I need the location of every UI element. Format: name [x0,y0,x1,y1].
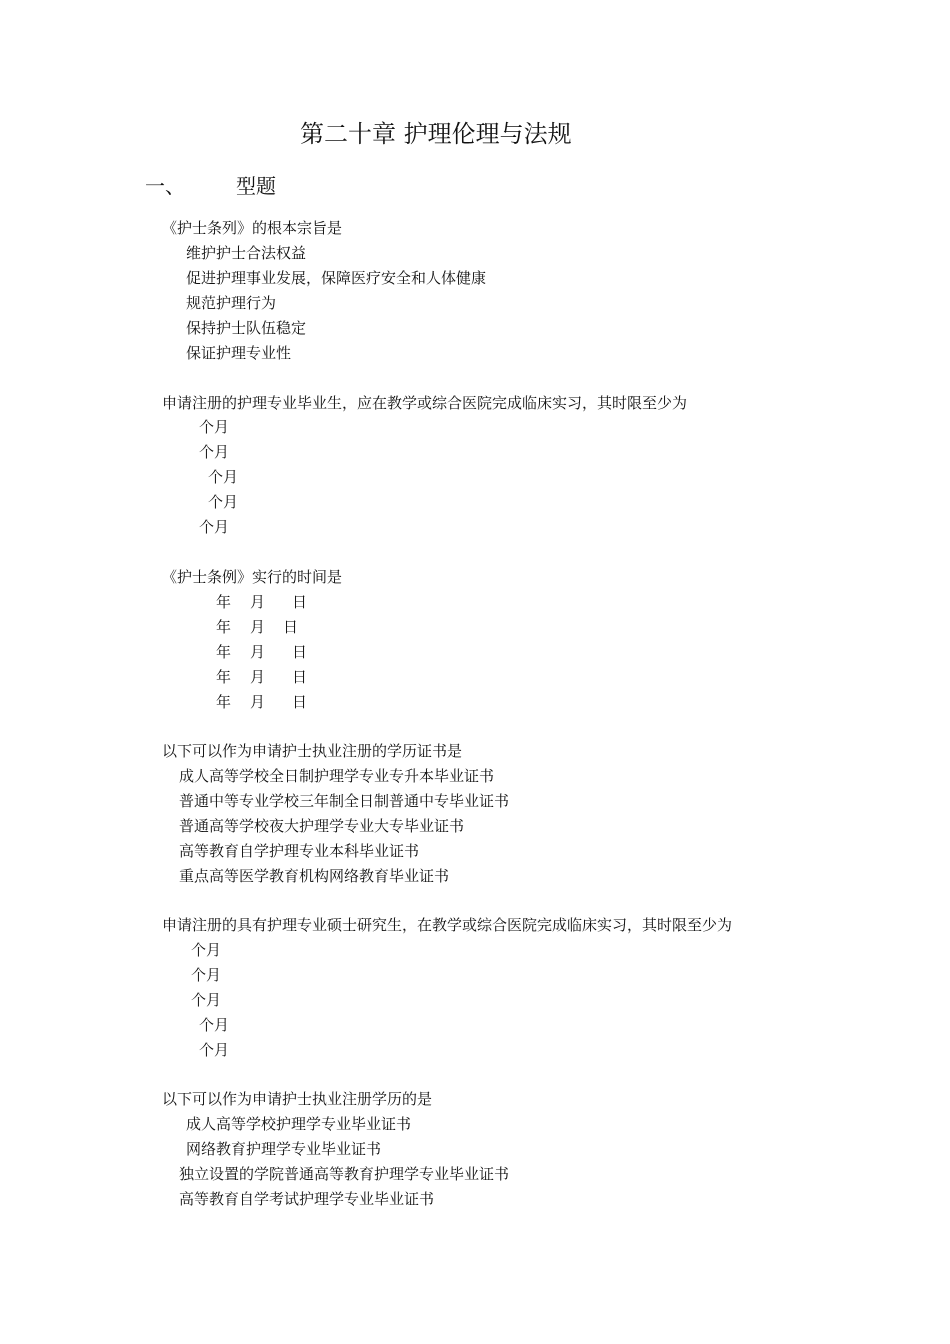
option: 成人高等学校全日制护理学专业专升本毕业证书 [179,767,495,785]
option: 个月 [199,518,230,536]
day-label: 日 [283,618,299,636]
option: 个月 [191,966,222,984]
year-label: 年 [216,693,232,711]
section-number: 一、 [145,174,185,198]
option: 重点高等医学教育机构网络教育毕业证书 [179,867,450,885]
month-label: 月 [250,693,266,711]
year-label: 年 [216,668,232,686]
option: 维护护士合法权益 [186,244,307,262]
page-title: 第二十章 护理伦理与法规 [300,120,572,148]
option: 个月 [208,468,239,486]
day-label: 日 [292,693,308,711]
option: 个月 [199,1041,230,1059]
option: 高等教育自学护理专业本科毕业证书 [179,842,420,860]
month-label: 月 [250,668,266,686]
option: 个月 [199,443,230,461]
day-label: 日 [292,643,308,661]
question-stem: 《护士条例》实行的时间是 [162,568,343,586]
option: 个月 [199,418,230,436]
year-label: 年 [216,643,232,661]
option: 个月 [208,493,239,511]
option: 保持护士队伍稳定 [186,319,307,337]
question-stem: 《护士条列》的根本宗旨是 [162,219,343,237]
question-stem: 以下可以作为申请护士执业注册的学历证书是 [162,742,463,760]
option: 保证护理专业性 [186,344,292,362]
option: 成人高等学校护理学专业毕业证书 [186,1115,412,1133]
day-label: 日 [292,668,308,686]
month-label: 月 [250,643,266,661]
question-stem: 以下可以作为申请护士执业注册学历的是 [162,1090,433,1108]
option: 独立设置的学院普通高等教育护理学专业毕业证书 [179,1165,510,1183]
option: 个月 [191,991,222,1009]
question-stem: 申请注册的具有护理专业硕士研究生，在教学或综合医院完成临床实习，其时限至少为 [162,916,733,934]
option: 普通高等学校夜大护理学专业大专毕业证书 [179,817,465,835]
month-label: 月 [250,593,266,611]
option: 高等教育自学考试护理学专业毕业证书 [179,1190,435,1208]
section-heading: 型题 [236,174,276,198]
year-label: 年 [216,593,232,611]
month-label: 月 [250,618,266,636]
option: 规范护理行为 [186,294,277,312]
year-label: 年 [216,618,232,636]
option: 促进护理事业发展，保障医疗安全和人体健康 [186,269,487,287]
day-label: 日 [292,593,308,611]
question-stem: 申请注册的护理专业毕业生，应在教学或综合医院完成临床实习，其时限至少为 [162,394,688,412]
option: 普通中等专业学校三年制全日制普通中专毕业证书 [179,792,510,810]
option: 网络教育护理学专业毕业证书 [186,1140,382,1158]
option: 个月 [191,941,222,959]
option: 个月 [199,1016,230,1034]
